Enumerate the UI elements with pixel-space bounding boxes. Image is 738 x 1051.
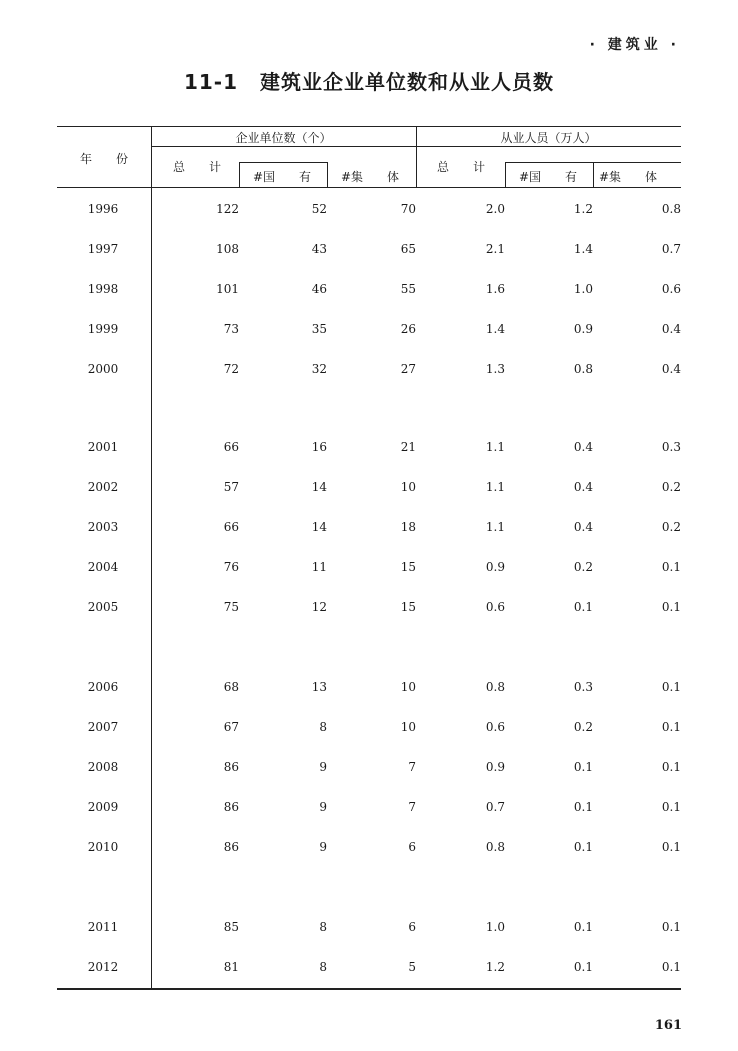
year-cell: 2006 bbox=[87, 680, 119, 694]
year-cell: 2010 bbox=[87, 840, 119, 854]
units-collective-cell: 70 bbox=[400, 202, 416, 216]
persons-collective-cell: 0.1 bbox=[661, 920, 681, 934]
persons-collective-cell: 0.7 bbox=[661, 242, 681, 256]
year-cell: 1998 bbox=[87, 282, 119, 296]
units-total-cell: 122 bbox=[216, 202, 239, 216]
persons-total-cell: 0.7 bbox=[485, 800, 505, 814]
units-collective-cell: 5 bbox=[408, 960, 416, 974]
units-total-cell: 66 bbox=[223, 440, 239, 454]
units-collective-cell: 7 bbox=[408, 800, 416, 814]
year-cell: 2012 bbox=[87, 960, 119, 974]
persons-total-cell: 1.2 bbox=[485, 960, 505, 974]
year-cell: 2001 bbox=[87, 440, 119, 454]
page-title bbox=[0, 66, 738, 95]
persons-total-cell: 1.6 bbox=[485, 282, 505, 296]
persons-collective-cell: 0.8 bbox=[661, 202, 681, 216]
units-state-cell: 14 bbox=[311, 480, 327, 494]
subcolumn-divider bbox=[505, 162, 506, 188]
persons-total-cell: 0.6 bbox=[485, 600, 505, 614]
units-total-cell: 73 bbox=[223, 322, 239, 336]
persons-collective-cell: 0.1 bbox=[661, 840, 681, 854]
units-total-cell: 57 bbox=[223, 480, 239, 494]
units-state-cell: 9 bbox=[319, 840, 327, 854]
year-cell: 2005 bbox=[87, 600, 119, 614]
year-header: 年 份 bbox=[79, 152, 128, 166]
persons-total-header: 总 计 bbox=[437, 160, 486, 174]
persons-state-cell: 0.1 bbox=[573, 920, 593, 934]
units-state-cell: 9 bbox=[319, 800, 327, 814]
persons-total-cell: 0.8 bbox=[485, 840, 505, 854]
year-cell: 2002 bbox=[87, 480, 119, 494]
units-collective-cell: 7 bbox=[408, 760, 416, 774]
units-collective-cell: 27 bbox=[400, 362, 416, 376]
persons-state-cell: 0.1 bbox=[573, 600, 593, 614]
persons-total-cell: 1.3 bbox=[485, 362, 505, 376]
persons-collective-cell: 0.4 bbox=[661, 322, 681, 336]
units-collective-cell: 18 bbox=[400, 520, 416, 534]
year-cell: 2008 bbox=[87, 760, 119, 774]
subheader-divider-rule bbox=[239, 162, 327, 163]
persons-state-cell: 0.2 bbox=[573, 720, 593, 734]
persons-collective-cell: 0.1 bbox=[661, 800, 681, 814]
persons-collective-cell: 0.3 bbox=[661, 440, 681, 454]
persons-state-cell: 0.1 bbox=[573, 800, 593, 814]
units-state-cell: 11 bbox=[311, 560, 327, 574]
year-cell: 1997 bbox=[87, 242, 119, 256]
year-cell: 1996 bbox=[87, 202, 119, 216]
data-table bbox=[57, 126, 681, 990]
persons-collective-cell: 0.1 bbox=[661, 600, 681, 614]
persons-collective-cell: 0.1 bbox=[661, 680, 681, 694]
persons-collective-cell: 0.2 bbox=[661, 480, 681, 494]
persons-collective-cell: 0.1 bbox=[661, 960, 681, 974]
persons-total-cell: 0.9 bbox=[485, 560, 505, 574]
persons-total-cell: 0.6 bbox=[485, 720, 505, 734]
persons-total-cell: 1.0 bbox=[485, 920, 505, 934]
units-total-cell: 108 bbox=[216, 242, 239, 256]
units-collective-cell: 6 bbox=[408, 920, 416, 934]
persons-collective-cell: 0.1 bbox=[661, 560, 681, 574]
running-header: · 建筑业 · bbox=[589, 37, 680, 53]
units-collective-cell: 26 bbox=[400, 322, 416, 336]
units-collective-cell: 10 bbox=[400, 680, 416, 694]
units-state-cell: 12 bbox=[311, 600, 327, 614]
persons-state-cell: 1.4 bbox=[573, 242, 593, 256]
persons-total-cell: 1.1 bbox=[485, 480, 505, 494]
units-total-cell: 81 bbox=[223, 960, 239, 974]
units-state-cell: 32 bbox=[311, 362, 327, 376]
subcolumn-divider bbox=[327, 162, 328, 188]
year-cell: 2004 bbox=[87, 560, 119, 574]
units-total-cell: 86 bbox=[223, 800, 239, 814]
units-group-header: 企业单位数（个） bbox=[235, 131, 332, 145]
units-total-cell: 101 bbox=[216, 282, 239, 296]
persons-collective-cell: 0.1 bbox=[661, 720, 681, 734]
year-cell: 2003 bbox=[87, 520, 119, 534]
units-collective-cell: 6 bbox=[408, 840, 416, 854]
units-total-cell: 67 bbox=[223, 720, 239, 734]
units-state-cell: 16 bbox=[311, 440, 327, 454]
units-state-cell: 9 bbox=[319, 760, 327, 774]
persons-collective-cell: 0.6 bbox=[661, 282, 681, 296]
units-collective-header: #集 体 bbox=[341, 170, 400, 184]
persons-state-cell: 0.9 bbox=[573, 322, 593, 336]
units-state-cell: 8 bbox=[319, 920, 327, 934]
year-cell: 2000 bbox=[87, 362, 119, 376]
units-total-cell: 72 bbox=[223, 362, 239, 376]
persons-collective-cell: 0.2 bbox=[661, 520, 681, 534]
persons-collective-cell: 0.1 bbox=[661, 760, 681, 774]
units-total-cell: 68 bbox=[223, 680, 239, 694]
year-cell: 1999 bbox=[87, 322, 119, 336]
persons-total-cell: 1.1 bbox=[485, 440, 505, 454]
persons-state-cell: 0.1 bbox=[573, 840, 593, 854]
units-total-cell: 76 bbox=[223, 560, 239, 574]
persons-state-cell: 0.1 bbox=[573, 760, 593, 774]
units-state-cell: 14 bbox=[311, 520, 327, 534]
units-total-cell: 75 bbox=[223, 600, 239, 614]
year-cell: 2009 bbox=[87, 800, 119, 814]
year-cell: 2011 bbox=[87, 920, 119, 934]
page-number: 161 bbox=[654, 1018, 682, 1033]
persons-state-cell: 1.2 bbox=[573, 202, 593, 216]
persons-total-cell: 0.9 bbox=[485, 760, 505, 774]
units-collective-cell: 10 bbox=[400, 480, 416, 494]
year-cell: 2007 bbox=[87, 720, 119, 734]
units-total-cell: 86 bbox=[223, 760, 239, 774]
units-state-header: #国 有 bbox=[253, 170, 312, 184]
table-title-text: 建筑业企业单位数和从业人员数 bbox=[260, 70, 555, 94]
units-state-cell: 35 bbox=[311, 322, 327, 336]
persons-group-header: 从业人员（万人） bbox=[500, 131, 597, 145]
persons-state-cell: 0.4 bbox=[573, 480, 593, 494]
persons-total-cell: 1.4 bbox=[485, 322, 505, 336]
persons-state-cell: 0.8 bbox=[573, 362, 593, 376]
units-collective-cell: 55 bbox=[400, 282, 416, 296]
year-column-divider bbox=[151, 126, 152, 990]
units-state-cell: 46 bbox=[311, 282, 327, 296]
units-collective-cell: 15 bbox=[400, 600, 416, 614]
units-total-cell: 85 bbox=[223, 920, 239, 934]
units-state-cell: 8 bbox=[319, 720, 327, 734]
persons-total-cell: 2.1 bbox=[485, 242, 505, 256]
persons-collective-header: #集 体 bbox=[599, 170, 658, 184]
persons-collective-cell: 0.4 bbox=[661, 362, 681, 376]
units-state-cell: 13 bbox=[311, 680, 327, 694]
persons-state-cell: 0.4 bbox=[573, 440, 593, 454]
units-total-cell: 66 bbox=[223, 520, 239, 534]
persons-total-cell: 1.1 bbox=[485, 520, 505, 534]
persons-total-cell: 0.8 bbox=[485, 680, 505, 694]
units-collective-cell: 65 bbox=[400, 242, 416, 256]
units-total-header: 总 计 bbox=[173, 160, 222, 174]
units-collective-cell: 15 bbox=[400, 560, 416, 574]
units-state-cell: 52 bbox=[311, 202, 327, 216]
units-collective-cell: 21 bbox=[400, 440, 416, 454]
units-collective-cell: 10 bbox=[400, 720, 416, 734]
persons-state-cell: 0.4 bbox=[573, 520, 593, 534]
subcolumn-divider bbox=[593, 162, 594, 188]
persons-state-cell: 0.2 bbox=[573, 560, 593, 574]
persons-state-cell: 0.1 bbox=[573, 960, 593, 974]
units-state-cell: 43 bbox=[311, 242, 327, 256]
persons-state-cell: 1.0 bbox=[573, 282, 593, 296]
table-number: 11-1 bbox=[183, 70, 239, 94]
units-total-cell: 86 bbox=[223, 840, 239, 854]
persons-total-cell: 2.0 bbox=[485, 202, 505, 216]
units-state-cell: 8 bbox=[319, 960, 327, 974]
persons-state-header: #国 有 bbox=[519, 170, 578, 184]
subcolumn-divider bbox=[239, 162, 240, 188]
persons-state-cell: 0.3 bbox=[573, 680, 593, 694]
